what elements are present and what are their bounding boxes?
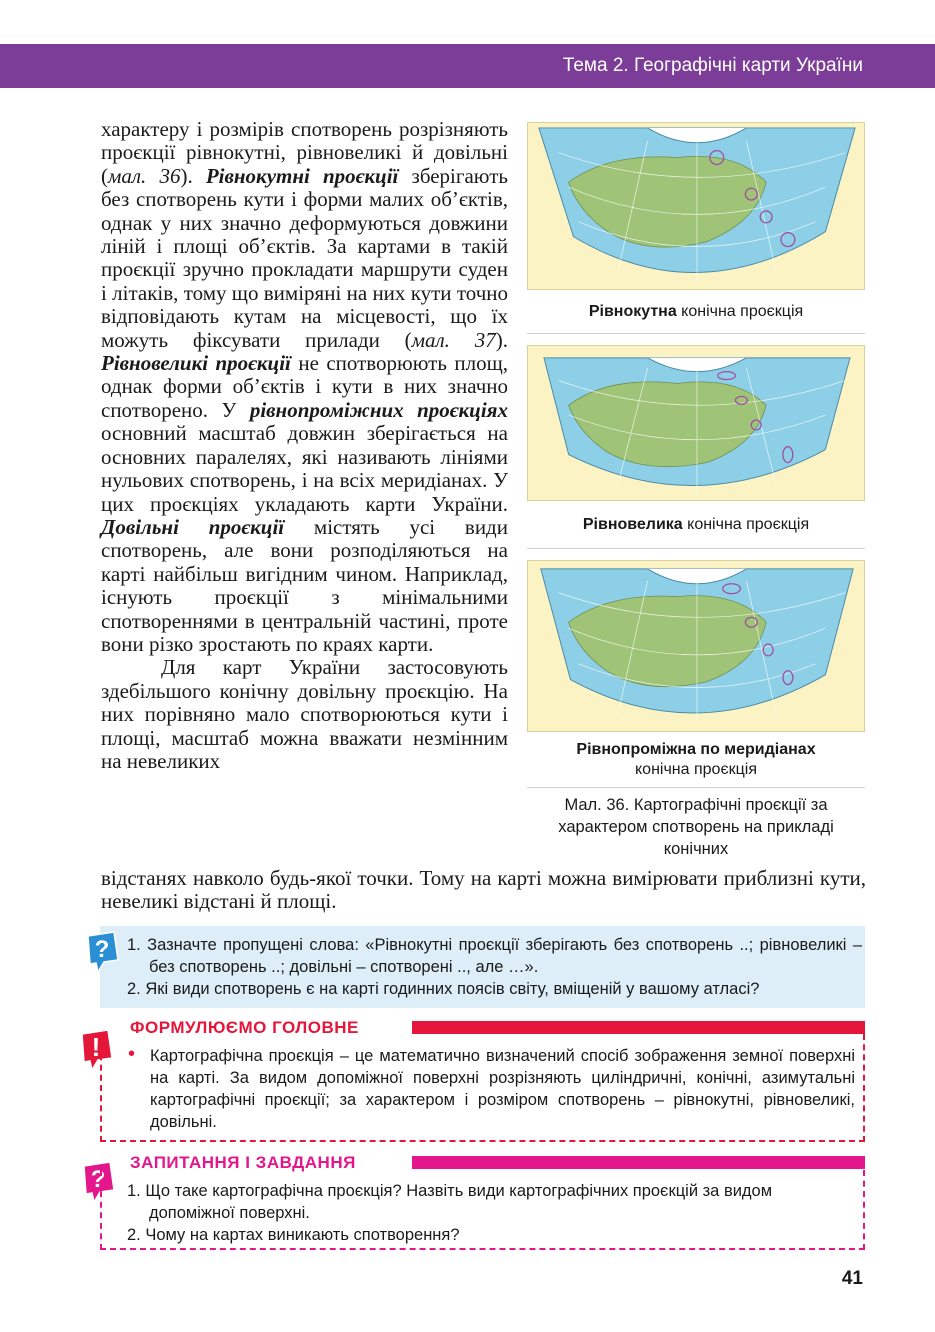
figure-label: Рівнокутна конічна проєкція [527, 290, 865, 334]
figure-equidistant [527, 560, 865, 788]
tasks-heading-bar [412, 1156, 865, 1169]
tasks-heading: ЗАПИТАННЯ І ЗАВДАННЯ [130, 1153, 356, 1172]
questions-list [127, 934, 862, 1000]
list-item: 1. Зазначте пропущені слова: «Рівнокутні проєкції зберігають без спотворень ..; рівновеликі – без спотворень ..; довільні – спотворені .., але …». [127, 936, 862, 976]
summary-heading: ФОРМУЛЮЄМО ГОЛОВНЕ [130, 1018, 359, 1037]
conic-map-illustration [528, 346, 864, 500]
map-image [527, 560, 865, 732]
question-mark-icon [84, 930, 120, 974]
body-paragraph-continued: відстанях навколо будь-якої точки. Тому на карті можна вимірювати приблизні кути, невеликі відстані й площі. [101, 866, 866, 914]
map-image [527, 345, 865, 501]
list-item: 1. Що таке картографічна проєкція? Назвіть види картографічних проєкцій за видом допоміжної поверхні. [127, 1182, 773, 1222]
svg-text:?: ? [90, 1166, 106, 1193]
chapter-title: Тема 2. Географічні карти України [562, 55, 863, 76]
figure-caption: Мал. 36. Картографічні проєкції за характером спотворень на прикладі конічних [558, 796, 834, 858]
conic-map-illustration [528, 123, 864, 289]
list-item: 2. Які види спотворень є на карті годинних поясів світу, вміщеній у вашому атласі? [127, 980, 760, 998]
tasks-list [127, 1180, 855, 1246]
figure-label: Рівнопроміжна по меридіанах конічна проєкція [527, 732, 865, 788]
body-paragraph: характеру і розмірів спотворень розрізняють проєкції рівнокутні, рівновеликі й довільні (мал. 36). Рівнокутні проєкції зберігають без спотворень кути і форми малих об’єктів, однак у них значно деформуються довжини ліній і площі об’єктів. За картами в такій проєкції зручно прокладати маршрути суден і літаків, тому що виміряні на них кути точно відповідають кутам на місцевості, що їх можуть фіксувати прилади (мал. 37). Рівновеликі проєкції не спотворюють площ, однак форми об’єктів і кути в них значно спотворено. У рівнопроміжних проєкціях основний масштаб довжин зберігається на основних паралелях, які називають лініями нульових спотворень, і на всіх меридіанах. У цих проєкціях укладають карти України. Довільні проєкції містять усі види спотворень, але вони розподіляються на карті найбільш вигідним чином. Наприклад, існують проєкції з мінімальними спотвореннями в центральній частині, проте вони різко зростають по краях карти. Для карт України застосовують здебільшого конічну довільну проєкцію. На них порівняно мало спотворюються кути і площі, масштаб можна вважати незмінним на невеликих [101, 117, 508, 773]
figure-conformal [527, 122, 865, 334]
bullet-icon: • [128, 1043, 136, 1065]
summary-heading-bar [412, 1021, 865, 1034]
list-item: 2. Чому на картах виникають спотворення? [127, 1226, 460, 1244]
svg-text:!: ! [91, 1032, 101, 1062]
figure-equal-area [527, 345, 865, 549]
figure-label: Рівновелика конічна проєкція [527, 501, 865, 549]
conic-map-illustration [528, 561, 864, 731]
svg-text:?: ? [94, 936, 110, 963]
map-image [527, 122, 865, 290]
summary-text: Картографічна проєкція – це математично визначений спосіб зображення земної поверхні на карті. За видом допоміжної поверхні розрізняють циліндричні, конічні, азимутальні картографічні проєкції; за характером і розміром спотворень – рівнокутні, рівновеликі, довільні. [150, 1047, 855, 1131]
page-number: 41 [841, 1268, 863, 1289]
